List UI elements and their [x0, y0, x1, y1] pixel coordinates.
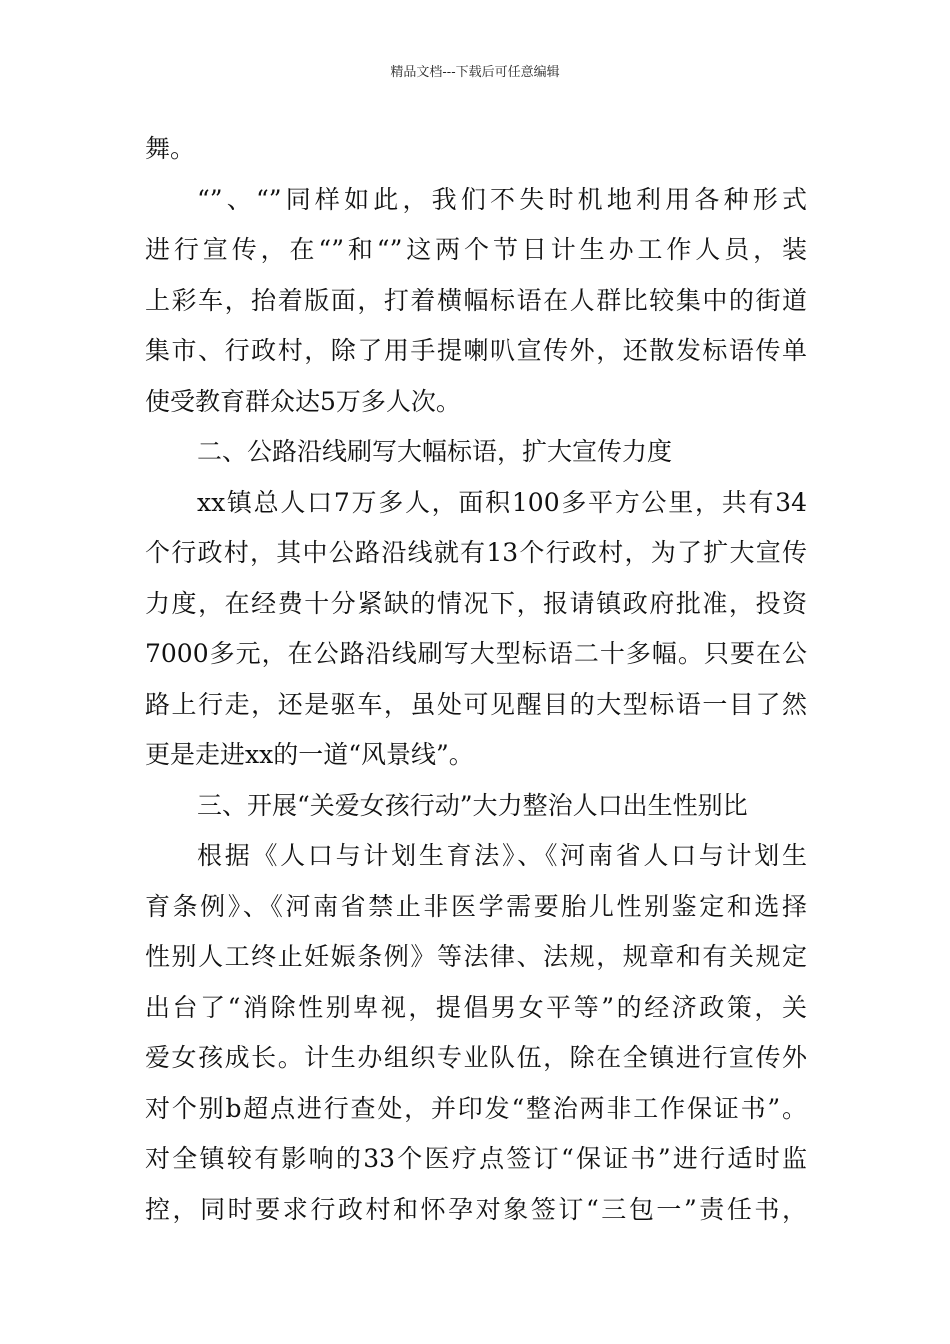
text-line: 集市、行政村，除了用手提喇叭宣传外，还散发标语传单: [145, 336, 807, 365]
paragraph-first-line: xx镇总人口7万多人，面积100多平方公里，共有34: [197, 487, 807, 517]
text-line: 舞。: [145, 134, 196, 163]
text-line: 控，同时要求行政村和怀孕对象签订“三包一”责任书，: [145, 1194, 807, 1224]
text-line: 7000多元，在公路沿线刷写大型标语二十多幅。只要在公: [145, 639, 807, 668]
section-heading-2: 二、公路沿线刷写大幅标语，扩大宣传力度: [197, 437, 673, 466]
text-line: 个行政村，其中公路沿线就有13个行政村，为了扩大宣传: [145, 538, 807, 567]
paragraph-first-line: 根据《人口与计划生育法》、《河南省人口与计划生: [197, 841, 807, 870]
text-line: 性别人工终止妊娠条例》等法律、法规，规章和有关规定: [145, 942, 807, 971]
text-line: 育条例》、《河南省禁止非医学需要胎儿性别鉴定和选择: [145, 891, 807, 921]
text-line: 出台了“消除性别卑视，提倡男女平等”的经济政策，关: [145, 992, 807, 1022]
document-body: [145, 124, 807, 1235]
text-line: 进行宣传，在“”和“”这两个节日计生办工作人员，装: [145, 235, 807, 264]
text-line: 对全镇较有影响的33个医疗点签订“保证书”进行适时监: [145, 1144, 807, 1173]
text-line: 上彩车，抬着版面，打着横幅标语在人群比较集中的街道: [145, 285, 807, 315]
section-heading-3: 三、开展“关爱女孩行动”大力整治人口出生性别比: [197, 790, 748, 820]
text-line: 对个别b超点进行查处，并印发“整治两非工作保证书”。: [145, 1093, 807, 1123]
text-line: 爱女孩成长。计生办组织专业队伍，除在全镇进行宣传外: [145, 1043, 807, 1072]
text-line: 力度，在经费十分紧缺的情况下，报请镇政府批准，投资: [145, 588, 807, 618]
paragraph-first-line: “”、“”同样如此，我们不失时机地利用各种形式: [197, 184, 807, 214]
text-line: 使受教育群众达5万多人次。: [145, 386, 461, 416]
page-header-watermark: 精品文档---下载后可任意编辑: [390, 65, 560, 80]
text-line: 更是走进xx的一道“风景线”。: [145, 740, 474, 769]
text-line: 路上行走，还是驱车，虽处可见醒目的大型标语一目了然: [145, 689, 807, 719]
